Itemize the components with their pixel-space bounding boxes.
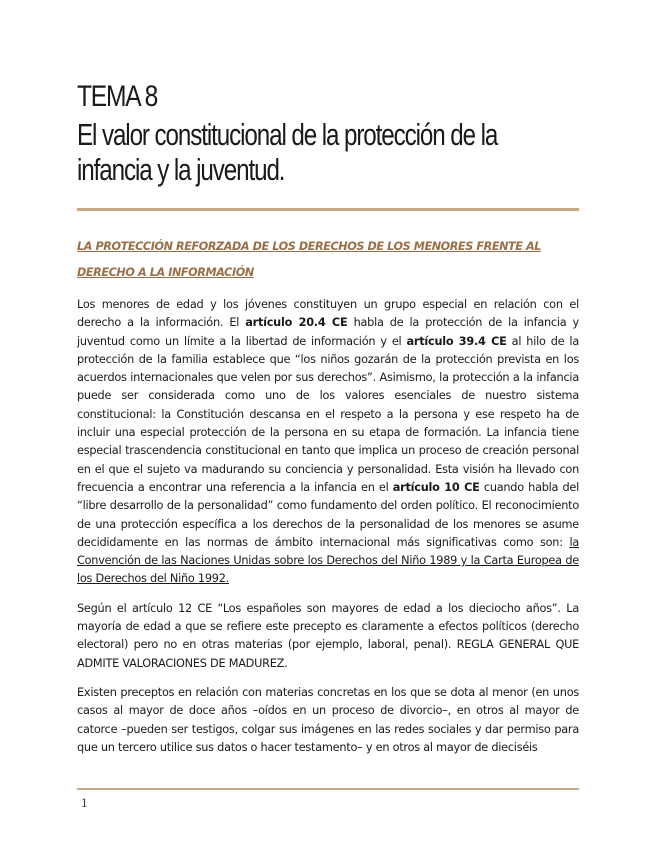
paragraph-1-text-a: Los menores de edad y los jóvenes constituyen un grupo especial en relación con el derecho a la información. El (77, 298, 579, 330)
page-number: 1 (81, 797, 88, 810)
paragraph-1-text-c: al hilo de la protección de la familia establece que “los niños gozarán de la protección prevista en los acuerdos internacionales que velen por sus derechos”. Asimismo, la protección a la infancia puede ser considerada como uno de los valores esenciales de nuestro sistema constitucional: la Constitución descansa en el respeto a la persona y ese respeto ha de incluir una especial protección de la persona en su etapa de formación. La infancia tiene especial trascendencia constitucional en tanto que implica un proceso de creación personal en el que el sujeto va madurando su conciencia y personalidad. Esta visión ha llevado con frecuencia a encontrar una referencia a la infancia en el (77, 334, 579, 494)
title-line-2: infancia y la juventud. (77, 152, 285, 187)
paragraph-2: Según el artículo 12 CE “Los españoles son mayores de edad a los dieciocho años”. La mayoría de edad a que se refiere este precepto es claramente a efectos políticos (derecho electoral) pero no en otras materias (por ejemplo, laboral, penal). REGLA GENERAL QUE ADMITE VALORACIONES DE MADUREZ. (77, 601, 579, 670)
section-heading-line-2: DERECHO A LA INFORMACIÓN (77, 266, 254, 279)
treaties-reference: la Convención de las Naciones Unidas sobre los Derechos del Niño 1989 y la Carta Europea de los Derechos del Niño 1992. (77, 535, 579, 586)
article-20-4-ref: artículo 20.4 CE (245, 316, 348, 330)
article-10-ref: artículo 10 CE (392, 480, 480, 494)
paragraph-1-text-d: cuando habla del “libre desarrollo de la personalidad” como fundamento del orden político. El reconocimiento de una protección específica a los derechos de la personalidad de los menores se asume decididamente en las normas de ámbito internacional más significativas como son: (77, 480, 579, 549)
paragraph-1-text-b: habla de la protección de la infancia y juventud como un límite a la libertad de información y el (77, 316, 579, 348)
document-title (77, 80, 597, 187)
section-heading (77, 234, 577, 286)
article-39-4-ref: artículo 39.4 CE (406, 334, 507, 348)
footer-divider (77, 788, 579, 790)
paragraph-3: Existen preceptos en relación con materias concretas en los que se dota al menor (en unos casos al mayor de doce años –oídos en un proceso de divorcio–, en otros al mayor de catorce –pueden ser testigos, colgar sus imágenes en las redes sociales y dar permiso para que un tercero utilice sus datos o hacer testamento– y en otros al mayor de dieciséis (77, 685, 579, 754)
paragraph-1 (77, 296, 579, 589)
title-topic: TEMA 8 (77, 80, 158, 113)
title-line-1: El valor constitucional de la protección de la (77, 117, 498, 152)
body-text (77, 296, 579, 768)
top-divider (77, 208, 579, 211)
section-heading-line-1: LA PROTECCIÓN REFORZADA DE LOS DERECHOS DE LOS MENORES FRENTE AL (77, 240, 541, 253)
